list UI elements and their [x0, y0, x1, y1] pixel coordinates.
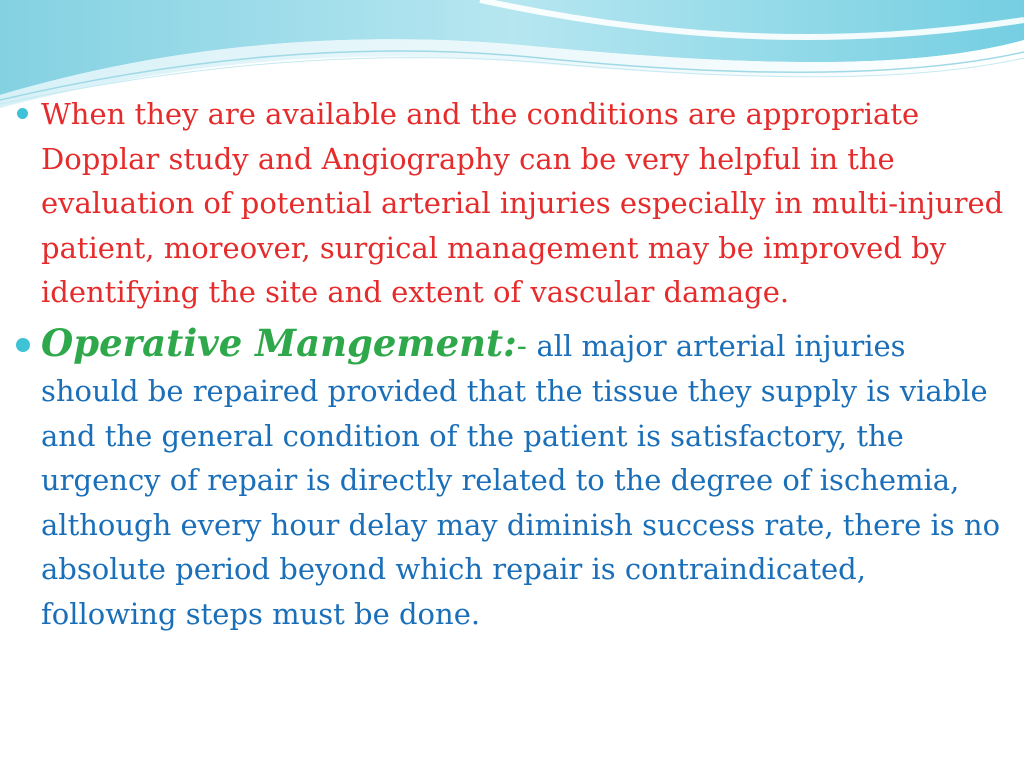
bullet-dot-icon — [16, 338, 30, 352]
heading-dash: - — [516, 328, 537, 364]
bullet-arterial-evaluation — [0, 92, 1024, 315]
section-heading: Operative Mangement: — [41, 320, 517, 365]
bullet-dot-icon — [17, 108, 28, 119]
bullet-text: When they are available and the conditions are appropriate Dopplar study and Angiography can be very helpful in the evaluation of potential arterial injuries especially in multi-injured patient, moreover, surgical management may be improved by identifying the site and extent of vascular damage. — [41, 97, 1004, 309]
bullet-text: all major arterial injuries should be repaired provided that the tissue they supply is viable and the general condition of the patient is satisfactory, the urgency of repair is directly related to the degree of ischemia, although every hour delay may diminish success rate, there is no absolute period beyond which repair is contraindicated, following steps must be done. — [41, 328, 1001, 631]
slide-content — [0, 92, 1024, 636]
bullet-operative-management — [0, 321, 1024, 637]
